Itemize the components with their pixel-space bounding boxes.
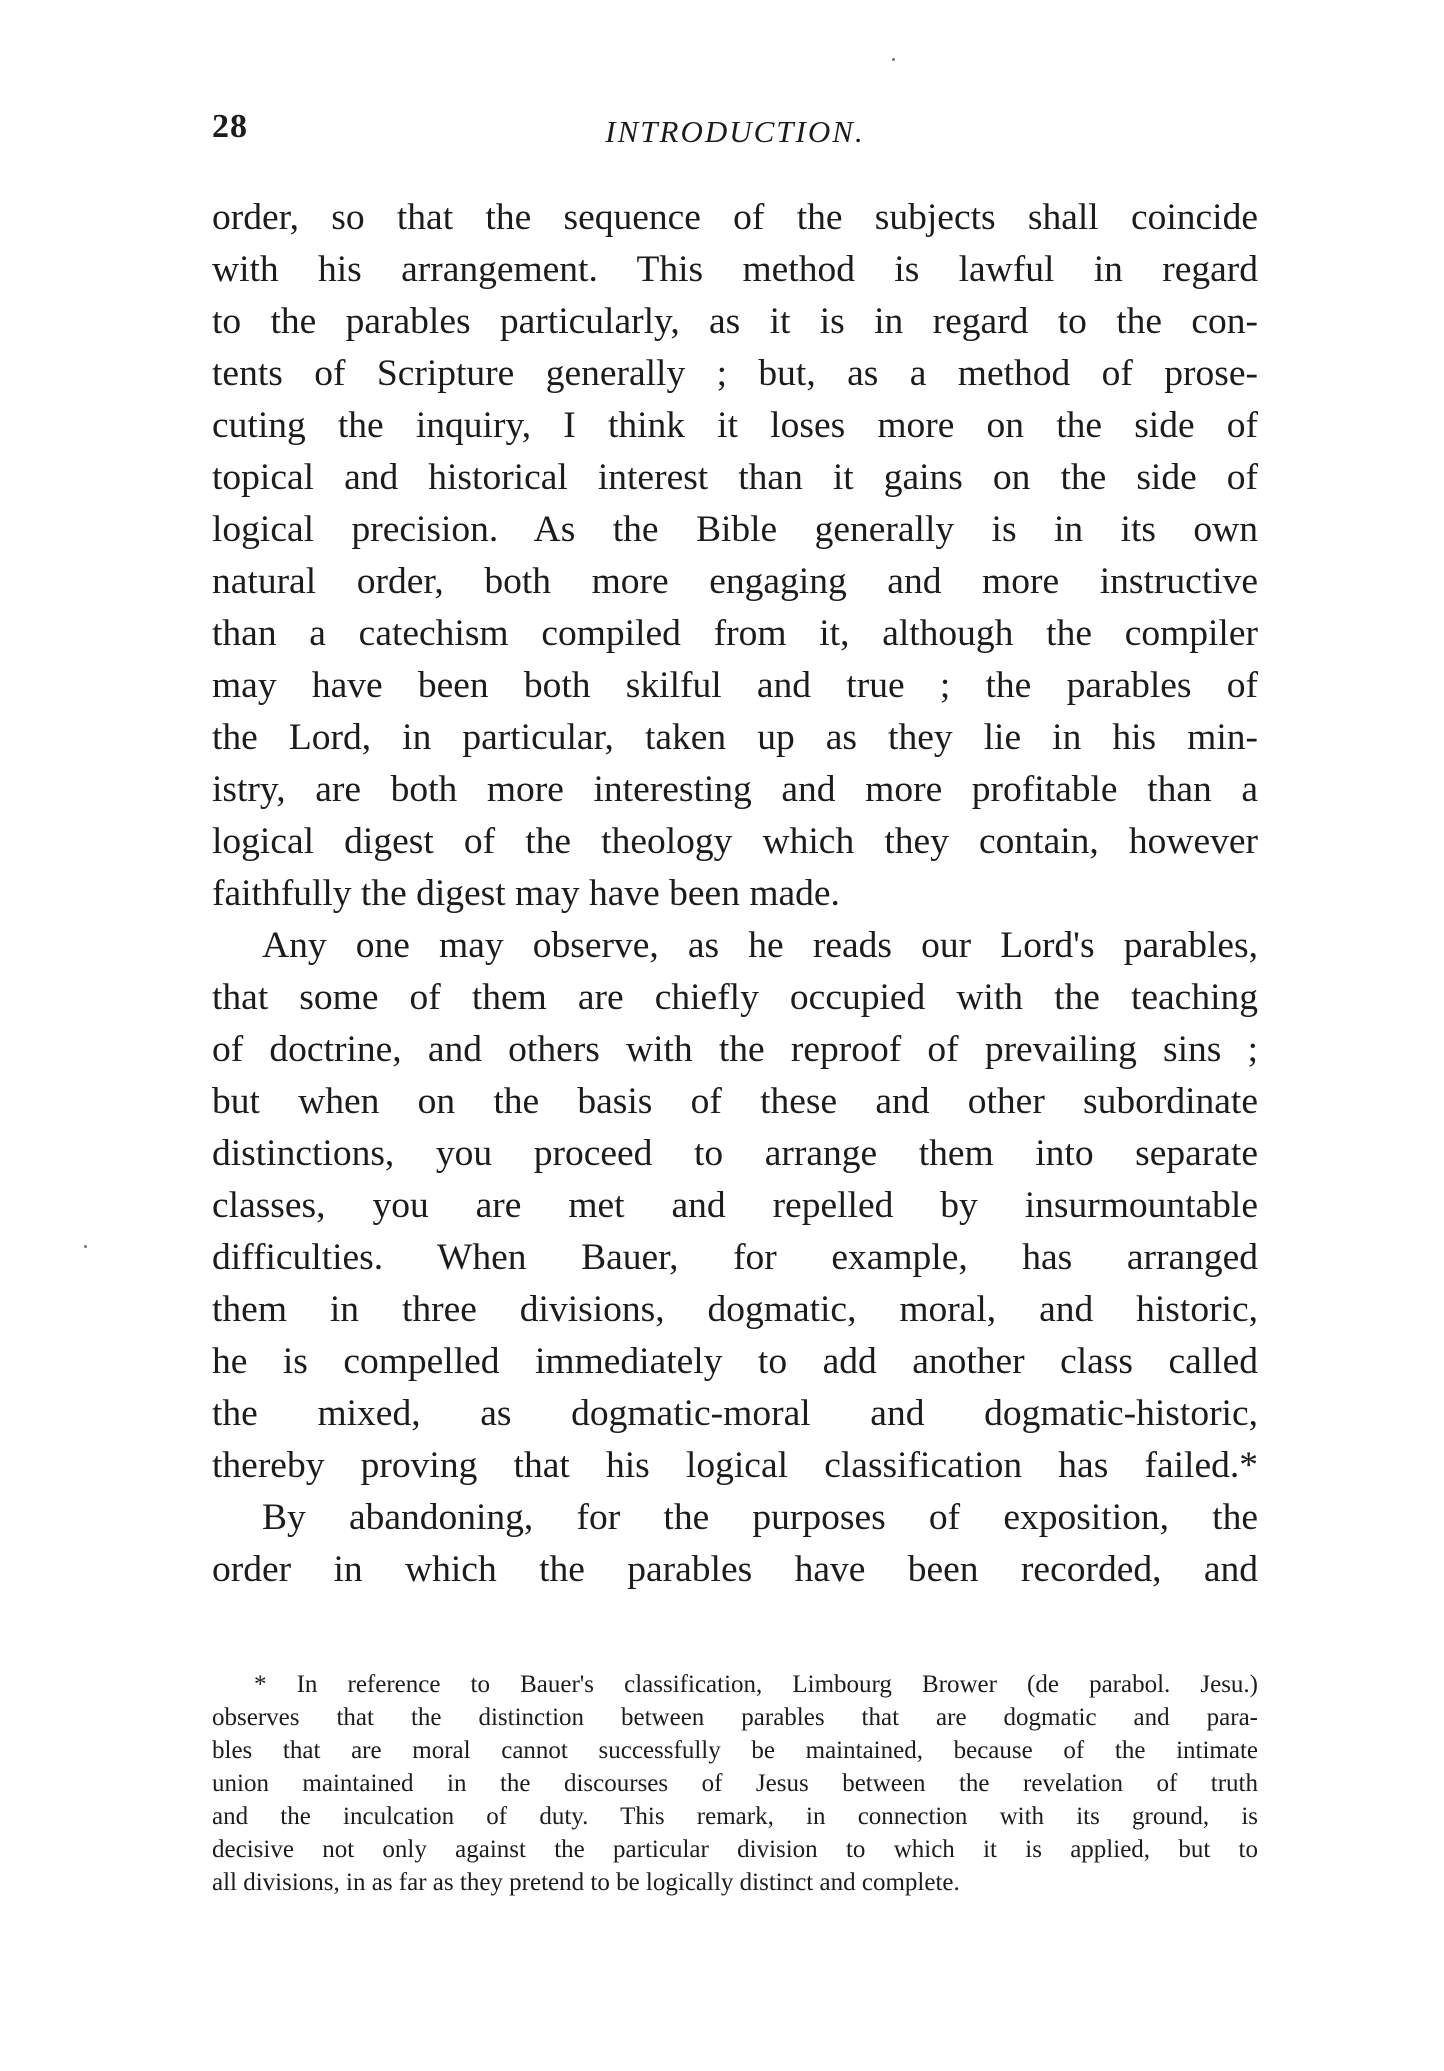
text-line: distinctions, you proceed to arrange them into separate (212, 1133, 1258, 1174)
text-line: may have been both skilful and true ; the parables of (212, 665, 1258, 706)
text-line: natural order, both more engaging and more instructive (212, 561, 1258, 602)
text-line: classes, you are met and repelled by insurmountable (212, 1185, 1258, 1226)
footnote-line: observes that the distinction between parables that are dogmatic and para- (212, 1704, 1258, 1731)
text-line: order in which the parables have been recorded, and (212, 1549, 1258, 1590)
text-line: Any one may observe, as he reads our Lord's parables, (262, 925, 1258, 966)
footnote-line: all divisions, in as far as they pretend to be logically distinct and complete. (212, 1869, 960, 1896)
footnote-line: * In reference to Bauer's classification, Limbourg Brower (de parabol. Jesu.) (254, 1671, 1258, 1698)
text-line: thereby proving that his logical classification has failed.* (212, 1445, 1258, 1486)
text-line: difficulties. When Bauer, for example, has arranged (212, 1237, 1258, 1278)
body-text (212, 192, 1258, 1596)
text-line: the Lord, in particular, taken up as they lie in his min- (212, 717, 1258, 758)
text-line: with his arrangement. This method is lawful in regard (212, 249, 1258, 290)
text-line: them in three divisions, dogmatic, moral, and historic, (212, 1289, 1258, 1330)
footnote-line: union maintained in the discourses of Jesus between the revelation of truth (212, 1770, 1258, 1797)
text-line: he is compelled immediately to add another class called (212, 1341, 1258, 1382)
text-line: tents of Scripture generally ; but, as a method of prose- (212, 353, 1258, 394)
page-number: 28 (212, 108, 248, 145)
text-line: to the parables particularly, as it is in regard to the con- (212, 301, 1258, 342)
text-line: istry, are both more interesting and more profitable than a (212, 769, 1258, 810)
text-line: By abandoning, for the purposes of exposition, the (262, 1497, 1258, 1538)
footnote-line: bles that are moral cannot successfully be maintained, because of the intimate (212, 1737, 1258, 1764)
text-line: topical and historical interest than it gains on the side of (212, 457, 1258, 498)
text-line: the mixed, as dogmatic-moral and dogmatic-historic, (212, 1393, 1258, 1434)
text-line: logical precision. As the Bible generally is in its own (212, 509, 1258, 550)
text-line: faithfully the digest may have been made. (212, 873, 840, 914)
running-head (212, 108, 1258, 158)
text-line: that some of them are chiefly occupied with the teaching (212, 977, 1258, 1018)
text-line: of doctrine, and others with the reproof of prevailing sins ; (212, 1029, 1258, 1070)
footnote-line: and the inculcation of duty. This remark, in connection with its ground, is (212, 1803, 1258, 1830)
paper-speck (84, 1245, 87, 1248)
footnote (212, 1668, 1258, 1899)
text-line: than a catechism compiled from it, although the compiler (212, 613, 1258, 654)
text-line: cuting the inquiry, I think it loses more on the side of (212, 405, 1258, 446)
footnote-line: decisive not only against the particular division to which it is applied, but to (212, 1836, 1258, 1863)
text-line: order, so that the sequence of the subjects shall coincide (212, 197, 1258, 238)
paper-speck (892, 58, 895, 61)
text-line: but when on the basis of these and other subordinate (212, 1081, 1258, 1122)
running-title: INTRODUCTION. (605, 114, 865, 149)
text-line: logical digest of the theology which they contain, however (212, 821, 1258, 862)
